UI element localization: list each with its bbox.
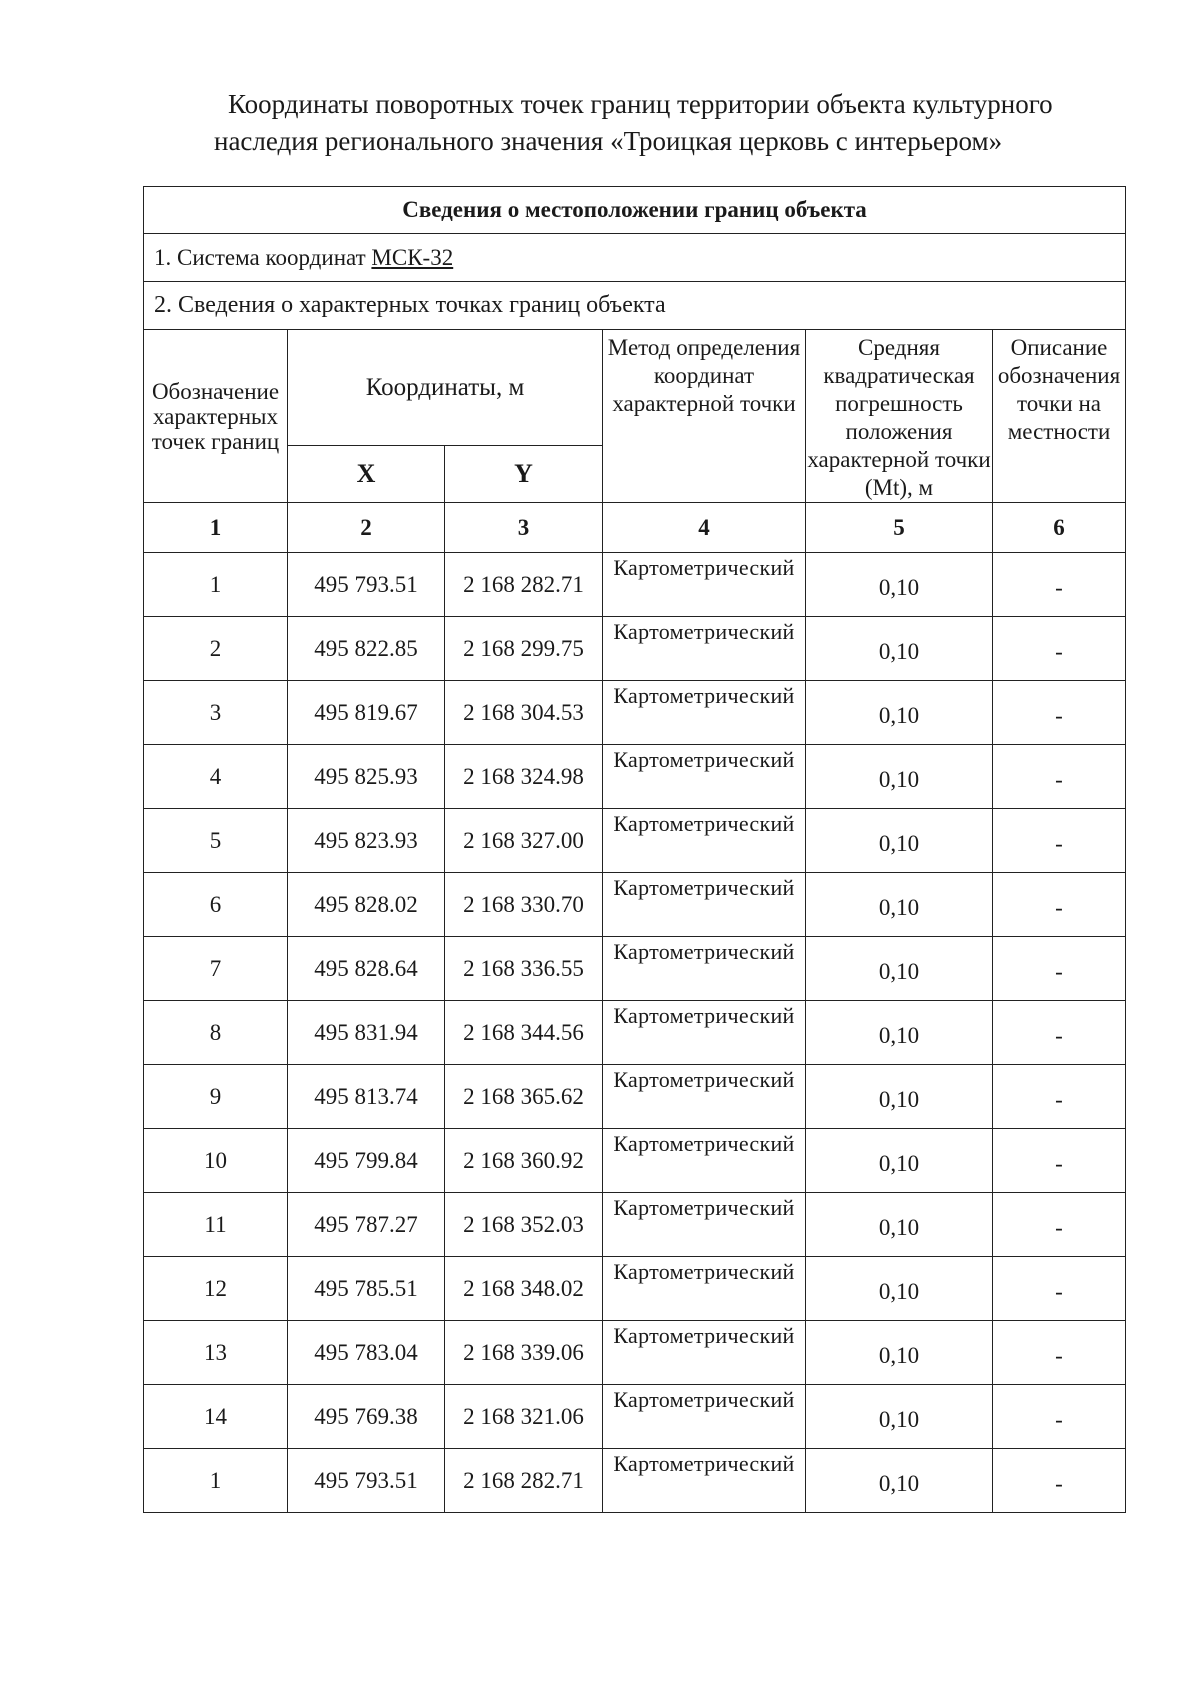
table-row	[144, 937, 1126, 1001]
point-cell: 2	[144, 617, 288, 681]
y-cell: 2 168 282.71	[445, 1449, 603, 1513]
header-description: Описание обозначения точки на местности	[993, 330, 1126, 503]
point-cell: 9	[144, 1065, 288, 1129]
point-cell: 14	[144, 1385, 288, 1449]
error-cell: 0,10	[806, 681, 993, 745]
column-number: 2	[288, 503, 445, 553]
error-cell: 0,10	[806, 1065, 993, 1129]
error-cell: 0,10	[806, 617, 993, 681]
x-cell: 495 828.02	[288, 873, 445, 937]
x-cell: 495 769.38	[288, 1385, 445, 1449]
error-cell: 0,10	[806, 1385, 993, 1449]
x-cell: 495 787.27	[288, 1193, 445, 1257]
y-cell: 2 168 336.55	[445, 937, 603, 1001]
x-cell: 495 793.51	[288, 1449, 445, 1513]
error-cell: 0,10	[806, 553, 993, 617]
table-row	[144, 1001, 1126, 1065]
error-cell: 0,10	[806, 1321, 993, 1385]
method-cell: Картометрический	[603, 1321, 806, 1385]
table-row	[144, 873, 1126, 937]
coordinate-system-label: 1. Система координат	[154, 244, 372, 270]
y-cell: 2 168 327.00	[445, 809, 603, 873]
description-cell: -	[993, 553, 1126, 617]
method-cell: Картометрический	[603, 873, 806, 937]
description-cell: -	[993, 617, 1126, 681]
description-cell: -	[993, 1449, 1126, 1513]
method-cell: Картометрический	[603, 1193, 806, 1257]
description-cell: -	[993, 745, 1126, 809]
coordinate-system-value: МСК-32	[371, 244, 454, 270]
point-cell: 6	[144, 873, 288, 937]
table-row	[144, 809, 1126, 873]
y-cell: 2 168 299.75	[445, 617, 603, 681]
description-cell: -	[993, 809, 1126, 873]
method-cell: Картометрический	[603, 1449, 806, 1513]
y-cell: 2 168 339.06	[445, 1321, 603, 1385]
y-cell: 2 168 352.03	[445, 1193, 603, 1257]
table-body	[144, 187, 1126, 1513]
document-title-line-1: Координаты поворотных точек границ территории объекта культурного	[228, 89, 1053, 119]
y-cell: 2 168 330.70	[445, 873, 603, 937]
x-cell: 495 785.51	[288, 1257, 445, 1321]
point-cell: 1	[144, 553, 288, 617]
method-cell: Картометрический	[603, 617, 806, 681]
x-cell: 495 823.93	[288, 809, 445, 873]
description-cell: -	[993, 1193, 1126, 1257]
y-cell: 2 168 348.02	[445, 1257, 603, 1321]
error-cell: 0,10	[806, 1257, 993, 1321]
y-cell: 2 168 321.06	[445, 1385, 603, 1449]
y-cell: 2 168 304.53	[445, 681, 603, 745]
y-cell: 2 168 365.62	[445, 1065, 603, 1129]
description-cell: -	[993, 1385, 1126, 1449]
header-y: Y	[445, 446, 603, 503]
header-x: X	[288, 446, 445, 503]
table-row	[144, 1321, 1126, 1385]
column-numbers-row	[144, 503, 1126, 553]
table-row	[144, 1065, 1126, 1129]
x-cell: 495 822.85	[288, 617, 445, 681]
point-cell: 13	[144, 1321, 288, 1385]
table-row	[144, 1193, 1126, 1257]
point-cell: 4	[144, 745, 288, 809]
error-cell: 0,10	[806, 745, 993, 809]
table-row	[144, 1385, 1126, 1449]
method-cell: Картометрический	[603, 1065, 806, 1129]
point-cell: 10	[144, 1129, 288, 1193]
x-cell: 495 799.84	[288, 1129, 445, 1193]
column-number: 4	[603, 503, 806, 553]
column-number: 3	[445, 503, 603, 553]
method-cell: Картометрический	[603, 937, 806, 1001]
method-cell: Картометрический	[603, 745, 806, 809]
method-cell: Картометрический	[603, 553, 806, 617]
description-cell: -	[993, 1129, 1126, 1193]
method-cell: Картометрический	[603, 809, 806, 873]
header-coordinates: Координаты, м	[288, 330, 603, 446]
point-cell: 12	[144, 1257, 288, 1321]
method-cell: Картометрический	[603, 1129, 806, 1193]
x-cell: 495 831.94	[288, 1001, 445, 1065]
header-method: Метод определения координат характерной точки	[603, 330, 806, 503]
error-cell: 0,10	[806, 937, 993, 1001]
description-cell: -	[993, 1001, 1126, 1065]
point-cell: 3	[144, 681, 288, 745]
method-cell: Картометрический	[603, 1257, 806, 1321]
point-cell: 11	[144, 1193, 288, 1257]
column-number: 5	[806, 503, 993, 553]
error-cell: 0,10	[806, 873, 993, 937]
point-cell: 5	[144, 809, 288, 873]
header-error: Средняя квадратическая погрешность положения характерной точки (Mt), м	[806, 330, 993, 503]
point-cell: 7	[144, 937, 288, 1001]
y-cell: 2 168 344.56	[445, 1001, 603, 1065]
table-row	[144, 553, 1126, 617]
error-cell: 0,10	[806, 1001, 993, 1065]
description-cell: -	[993, 1257, 1126, 1321]
table-row	[144, 1129, 1126, 1193]
x-cell: 495 825.93	[288, 745, 445, 809]
error-cell: 0,10	[806, 1193, 993, 1257]
description-cell: -	[993, 1065, 1126, 1129]
point-cell: 1	[144, 1449, 288, 1513]
description-cell: -	[993, 681, 1126, 745]
x-cell: 495 793.51	[288, 553, 445, 617]
description-cell: -	[993, 937, 1126, 1001]
table-row	[144, 745, 1126, 809]
x-cell: 495 813.74	[288, 1065, 445, 1129]
table-row	[144, 1257, 1126, 1321]
point-cell: 8	[144, 1001, 288, 1065]
error-cell: 0,10	[806, 809, 993, 873]
document-title-line-2: наследия регионального значения «Троицкая церковь с интерьером»	[214, 126, 1003, 156]
method-cell: Картометрический	[603, 681, 806, 745]
description-cell: -	[993, 873, 1126, 937]
x-cell: 495 819.67	[288, 681, 445, 745]
header-point-designation: Обозначение характерных точек границ	[144, 330, 288, 503]
boundary-points-table	[143, 186, 1126, 1513]
table-row	[144, 681, 1126, 745]
method-cell: Картометрический	[603, 1001, 806, 1065]
document-title	[214, 86, 1114, 160]
error-cell: 0,10	[806, 1129, 993, 1193]
table-row	[144, 1449, 1126, 1513]
x-cell: 495 783.04	[288, 1321, 445, 1385]
points-info-row: 2. Сведения о характерных точках границ объекта	[144, 282, 1126, 330]
column-number: 6	[993, 503, 1126, 553]
table-banner: Сведения о местоположении границ объекта	[144, 187, 1126, 234]
y-cell: 2 168 360.92	[445, 1129, 603, 1193]
y-cell: 2 168 282.71	[445, 553, 603, 617]
error-cell: 0,10	[806, 1449, 993, 1513]
coordinate-system-row	[144, 234, 1126, 282]
method-cell: Картометрический	[603, 1385, 806, 1449]
x-cell: 495 828.64	[288, 937, 445, 1001]
y-cell: 2 168 324.98	[445, 745, 603, 809]
table-row	[144, 617, 1126, 681]
description-cell: -	[993, 1321, 1126, 1385]
column-number: 1	[144, 503, 288, 553]
